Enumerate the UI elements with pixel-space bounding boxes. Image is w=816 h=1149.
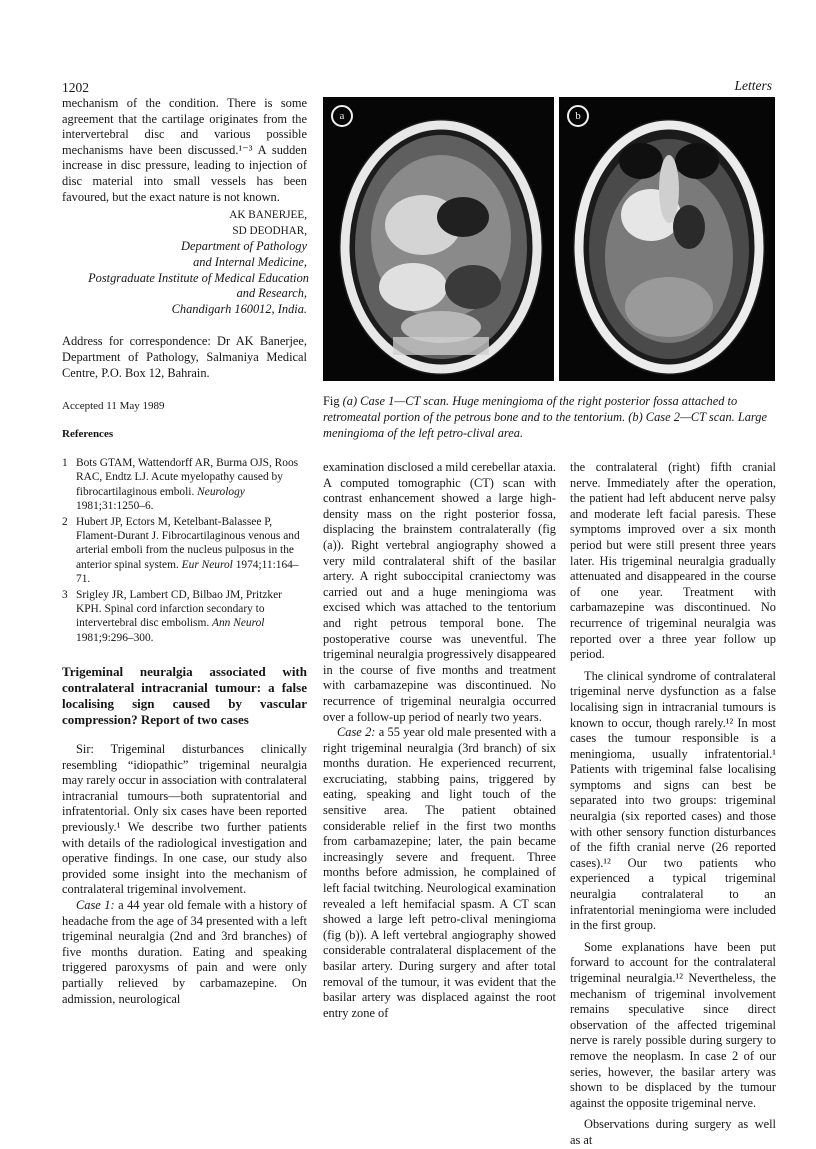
body-paragraph: Some explanations have been put forward to account for the contralateral trigeminal neuralgia.¹² Nevertheless, the mechanism of trigeminal involvement remains speculative since direct observation of the affected trigeminal nerve is rarely possible during surgery to remove the neoplasm. In case 2 of our series, however, the basilar artery was shown to be displaced by the tumour against the opposite trigeminal nerve. (570, 939, 776, 1110)
reference-citation: 1981;31:1250–6. (76, 499, 154, 512)
middle-column (323, 460, 556, 1021)
body-paragraph: The clinical syndrome of contralateral trigeminal nerve dysfunction as a false localising sign in intracranial tumours is known to occur, though rarely.¹² In most cases the tumour responsible is a meningioma, usually infratentorial.¹ Patients with trigeminal false localising symptoms and signs can best be separated into two groups: trigeminal neuralgia (six reported cases) and those with other sensory function disturbances of the fifth cranial nerve (26 reported cases).¹² Our two patients who experienced a typical trigeminal neuralgia contralateral to an infratentorial meningioma were included in the first group. (570, 668, 776, 933)
reference-journal: Neurology (197, 485, 245, 498)
body-paragraph (323, 725, 556, 1021)
reference-item (62, 588, 307, 645)
reference-journal: Eur Neurol (181, 558, 233, 571)
reference-citation: 1981;9:296–300. (76, 631, 154, 644)
affiliation-line: Department of Pathology (181, 239, 307, 254)
affiliation-line: and Internal Medicine, (193, 254, 307, 269)
left-column-article (62, 664, 307, 1007)
case-text: a 55 year old male presented with a right trigeminal neuralgia (3rd branch) of six months duration. He experienced recurrent, excruciating, stabbing pains, triggered by eating, speaking and light touch of the sensitive area. The patient obtained considerable relief in the first two months from carbamazepine; later, the pain became increasingly severe and frequent. Three months before admission, he complained of left facial twitching. Neurological examination revealed a left hemifacial spasm. A CT scan showed a large left petro-clival meningioma (fig (b)). A left vertebral angiography showed considerable contralateral displacement of the basilar artery. During surgery and after total removal of the tumour, it was evident that the basilar artery was displaced against the root entry zone of (323, 725, 556, 1020)
body-paragraph: Observations during surgery as well as at (570, 1117, 776, 1147)
reference-number: 3 (62, 588, 68, 601)
reference-journal: Ann Neurol (212, 617, 265, 630)
page-number: 1202 (62, 80, 89, 95)
body-paragraph (62, 898, 307, 1007)
reference-text: Hubert JP, Ectors M, Ketelbant-Balassee P, Flament-Durant J. Fibrocartilaginous venous and arterial emboli from the nucleus pulposus in the anterior spinal system. (76, 515, 300, 571)
ct-scan-b-image (559, 97, 775, 381)
right-column (570, 460, 776, 1149)
body-paragraph: Sir: Trigeminal disturbances clinically resembling “idiopathic” trigeminal neuralgia may rarely occur in association with contralateral intracranial tumours—both supratentorial and infratentorial. Only six cases have been reported previously.¹ We describe two further patients with details of the radiological investigation and operative findings. In one case, our study also provided some insight into the mechanism of contralateral trigeminal involvement. (62, 742, 307, 897)
case-text: a 44 year old female with a history of headache from the age of 34 presented with a left trigeminal neuralgia (2nd and 3rd branches) of five months duration. Eating and speaking triggered paroxysms of pain and were only partially relieved by carbamazepine. On admission, neurological (62, 897, 307, 1006)
accepted-date: Accepted 11 May 1989 (62, 400, 165, 413)
panel-label-a: a (331, 105, 353, 127)
panel-label-b: b (567, 105, 589, 127)
ct-scan-a-image (323, 97, 554, 381)
affiliation-line: Postgraduate Institute of Medical Education (88, 270, 309, 285)
figure-caption-lead: Fig (323, 394, 340, 408)
reference-item (62, 456, 307, 513)
reference-number: 2 (62, 515, 68, 528)
section-title: Letters (734, 78, 772, 93)
left-column-top (62, 96, 307, 647)
references-heading: References (62, 428, 114, 441)
body-paragraph: the contralateral (right) fifth cranial nerve. Immediately after the operation, the patient had left abducent nerve palsy and moderate left facial paresis. These symptoms improved over a six month period but were still present three years later. His trigeminal neuralgia gradually attenuated and disappeared in the course of one year. Treatment with carbamazepine was discontinued. No recurrence of trigeminal neuralgia was reported over a three year follow up period. (570, 460, 776, 662)
reference-list (62, 456, 307, 645)
author-1: AK BANERJEE, (229, 209, 307, 222)
correspondence-address: Address for correspondence: Dr AK Banerjee, Department of Pathology, Salmaniya Medical Centre, P.O. Box 12, Bahrain. (62, 334, 307, 380)
case-label: Case 2: (337, 725, 376, 740)
figure-caption (323, 393, 776, 441)
affiliation (62, 239, 307, 317)
reference-text: Srigley JR, Lambert CD, Bilbao JM, Pritzker KPH. Spinal cord infarction secondary to intervertebral disc embolism. (76, 588, 282, 630)
author-2: SD DEODHAR, (232, 224, 307, 237)
body-paragraph: examination disclosed a mild cerebellar ataxia. A computed tomographic (CT) scan with contrast enhancement showed a large high-density mass on the right posterior fossa, displacing the brainstem contralaterally (fig (a)). Right vertebral angiography showed a very mild contralateral shift of the basilar artery. A right suboccipital craniectomy was carried out and a huge meningioma was excised which was attached to the tentorium and right petrous temporal bone. The postoperative course was uneventful. The trigeminal neuralgia progressively disappeared in the course of five months and treatment with carbamazepine was discontinued. No recurrence of trigeminal neuralgia occurred over a follow-up period of nearly two years. (323, 460, 556, 724)
affiliation-line: and Research, (236, 286, 307, 301)
reference-item (62, 515, 307, 586)
case-label: Case 1: (76, 897, 115, 912)
reference-citation: 1974;11:164–71. (76, 558, 299, 585)
article-title: Trigeminal neuralgia associated with contralateral intracranial tumour: a false localising sign caused by vascular compression? Report of two cases (62, 664, 307, 727)
ct-scan-panel-a (323, 97, 554, 381)
affiliation-line: Chandigarh 160012, India. (171, 301, 307, 316)
figure-caption-text: (a) Case 1—CT scan. Huge meningioma of the right posterior fossa attached to retromeatal portion of the petrous bone and to the tentorium. (b) Case 2—CT scan. Large meningioma of the left petro-clival area. (323, 394, 767, 440)
reference-text: Bots GTAM, Wattendorff AR, Burma OJS, Roos RAC, Endtz LJ. Acute myelopathy caused by fibrocartilaginous emboli. (76, 457, 299, 498)
reference-number: 1 (62, 457, 68, 470)
ct-scan-panel-b (559, 97, 775, 381)
continuation-paragraph: mechanism of the condition. There is some agreement that the cartilage originates from the intervertebral disc and various possible mechanisms have been discussed.¹⁻³ A sudden increase in disc pressure, leading to injection of disc material into small vessels has been favoured, but the exact nature is not known. (62, 96, 307, 204)
author-list (62, 208, 307, 239)
